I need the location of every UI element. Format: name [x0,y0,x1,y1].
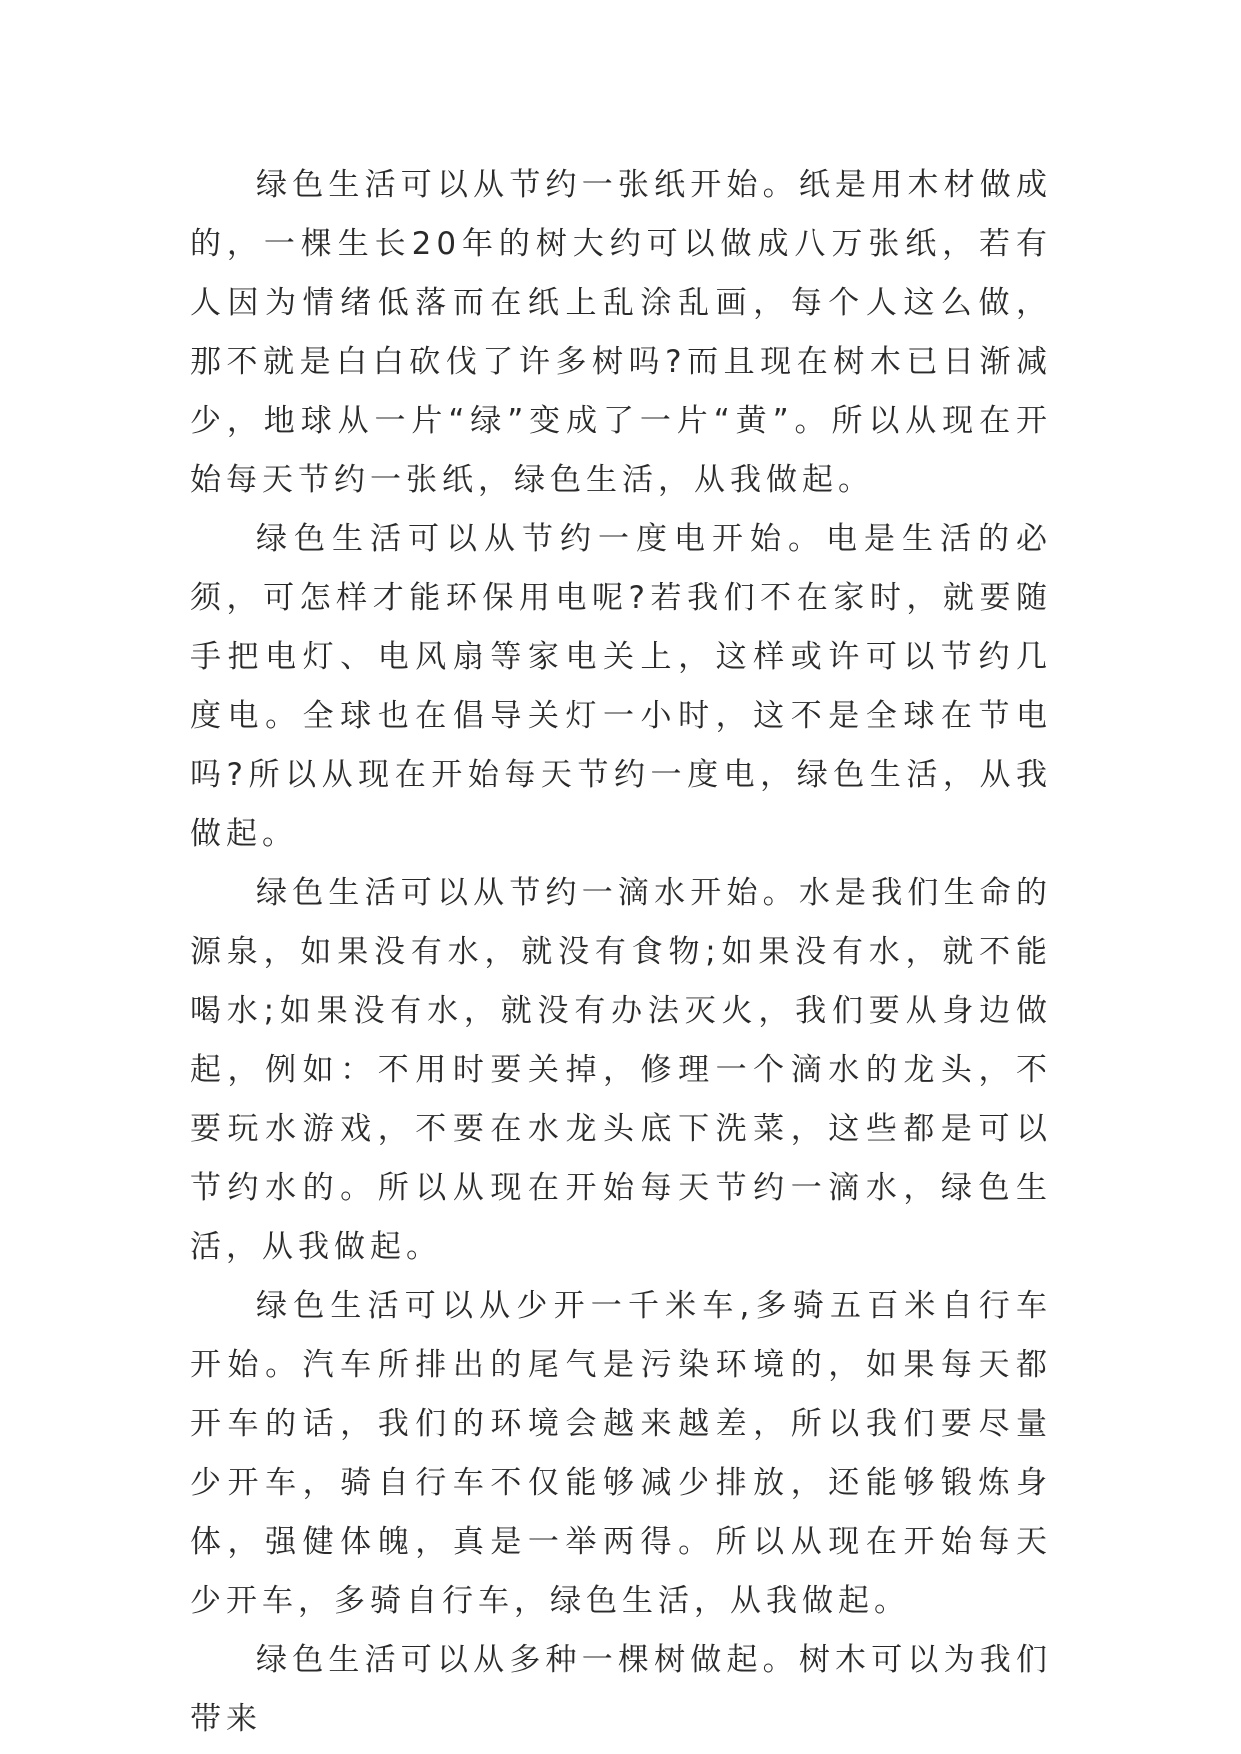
paragraph-plant-tree: 绿色生活可以从多种一棵树做起。树木可以为我们带来 [190,1642,1052,1737]
paragraph-less-driving: 绿色生活可以从少开一千米车,多骑五百米自行车开始。汽车所排出的尾气是污染环境的，如果每天都开车的话，我们的环境会越来越差，所以我们要尽量少开车，骑自行车不仅能够减少排放，还能够锻炼身体，强健体魄，真是一举两得。所以从现在开始每天少开车，多骑自行车，绿色生活，从我做起。 [190,1288,1052,1619]
paragraph-save-paper: 绿色生活可以从节约一张纸开始。纸是用木材做成的，一棵生长20年的树大约可以做成八万张纸，若有人因为情绪低落而在纸上乱涂乱画，每个人这么做，那不就是白白砍伐了许多树吗?而且现在树木已日渐减少，地球从一片“绿”变成了一片“黄”。所以从现在开始每天节约一张纸，绿色生活，从我做起。 [190,167,1052,498]
paragraph-save-electricity: 绿色生活可以从节约一度电开始。电是生活的必须，可怎样才能环保用电呢?若我们不在家时，就要随手把电灯、电风扇等家电关上，这样或许可以节约几度电。全球也在倡导关灯一小时，这不是全球在节电吗?所以从现在开始每天节约一度电，绿色生活，从我做起。 [190,521,1052,852]
paragraph-save-water: 绿色生活可以从节约一滴水开始。水是我们生命的源泉，如果没有水，就没有食物;如果没有水，就不能喝水;如果没有水，就没有办法灭火，我们要从身边做起，例如：不用时要关掉，修理一个滴水的龙头，不要玩水游戏，不要在水龙头底下洗菜，这些都是可以节约水的。所以从现在开始每天节约一滴水，绿色生活，从我做起。 [190,875,1052,1265]
document-body [190,156,1052,1749]
